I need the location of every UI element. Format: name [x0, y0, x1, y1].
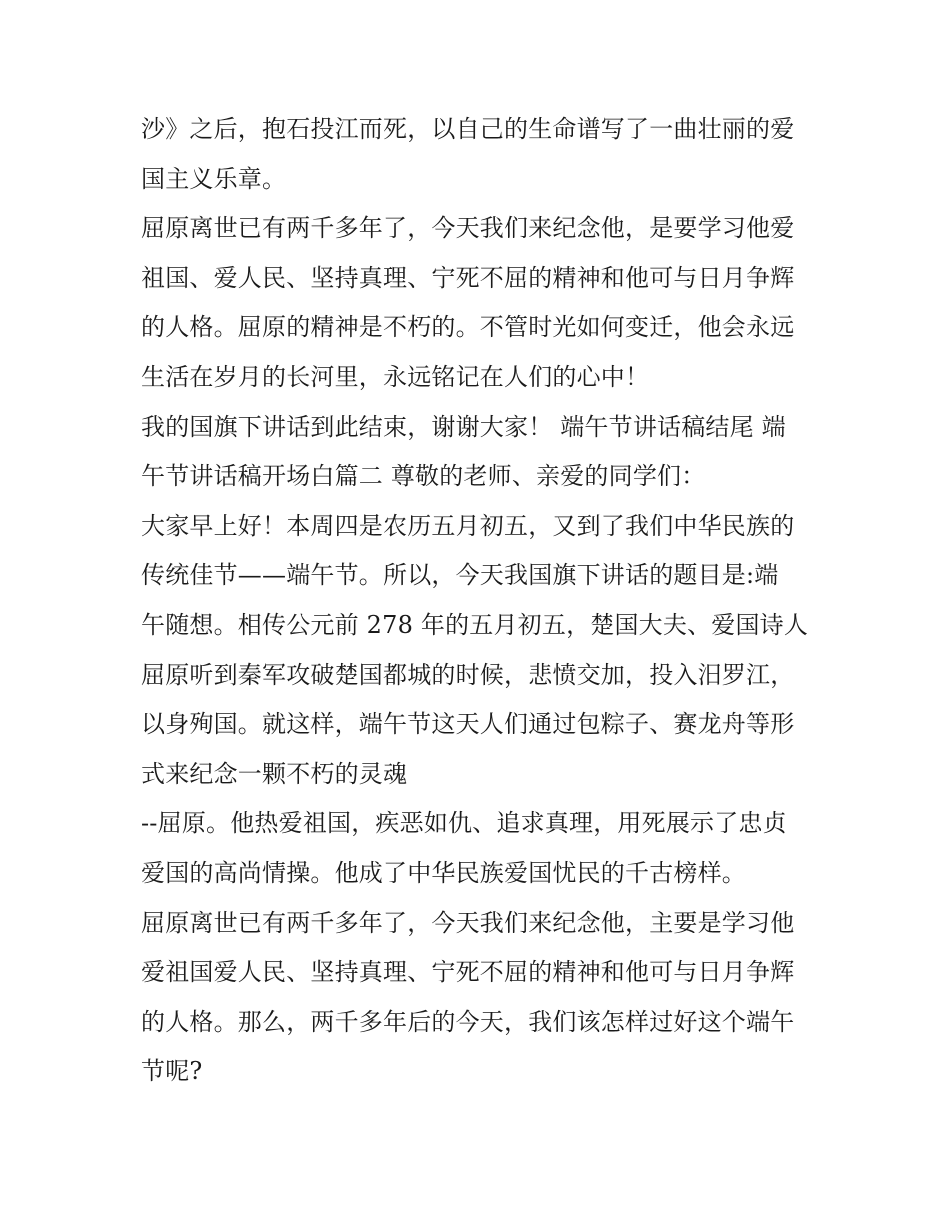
text-line: 节呢? — [141, 1057, 203, 1086]
text-line: 午节讲话稿开场白篇二 尊敬的老师、亲爱的同学们： — [141, 462, 706, 491]
text-line: 传统佳节——端午节。所以，今天我国旗下讲话的题目是:端 — [141, 561, 779, 590]
text-line: 我的国旗下讲话到此结束，谢谢大家！ 端午节讲话稿结尾 端 — [141, 412, 786, 441]
text-line: 爱国的高尚情操。他成了中华民族爱国忧民的千古榜样。 — [141, 858, 746, 887]
text-line: 生活在岁月的长河里，永远铭记在人们的心中！ — [141, 362, 650, 391]
text-line: 屈原离世已有两千多年了，今天我们来纪念他，主要是学习他 — [141, 908, 795, 937]
document-body — [141, 105, 831, 1097]
text-line: 的人格。那么，两千多年后的今天，我们该怎样过好这个端午 — [141, 1007, 795, 1036]
text-line: 屈原离世已有两千多年了，今天我们来纪念他，是要学习他爱 — [141, 214, 795, 243]
text-line: 沙》之后，抱石投江而死，以自己的生命谱写了一曲壮丽的爱 — [141, 115, 795, 143]
text-line: 午随想。相传公元前 278 年的五月初五，楚国大夫、爱国诗人 — [141, 610, 809, 639]
text-line: 的人格。屈原的精神是不朽的。不管时光如何变迁，他会永远 — [141, 313, 795, 342]
text-line: --屈原。他热爱祖国，疾恶如仇、追求真理，用死展示了忠贞 — [141, 809, 787, 838]
text-line: 国主义乐章。 — [141, 164, 287, 193]
text-line: 大家早上好！本周四是农历五月初五，又到了我们中华民族的 — [141, 511, 795, 540]
text-line: 屈原听到秦军攻破楚国都城的时候，悲愤交加，投入汨罗江， — [141, 660, 795, 689]
text-line: 以身殉国。就这样，端午节这天人们通过包粽子、赛龙舟等形 — [141, 710, 795, 739]
text-line: 祖国、爱人民、坚持真理、宁死不屈的精神和他可与日月争辉 — [141, 263, 795, 292]
text-line: 式来纪念一颗不朽的灵魂 — [141, 759, 408, 788]
text-line: 爱祖国爱人民、坚持真理、宁死不屈的精神和他可与日月争辉 — [141, 958, 795, 987]
